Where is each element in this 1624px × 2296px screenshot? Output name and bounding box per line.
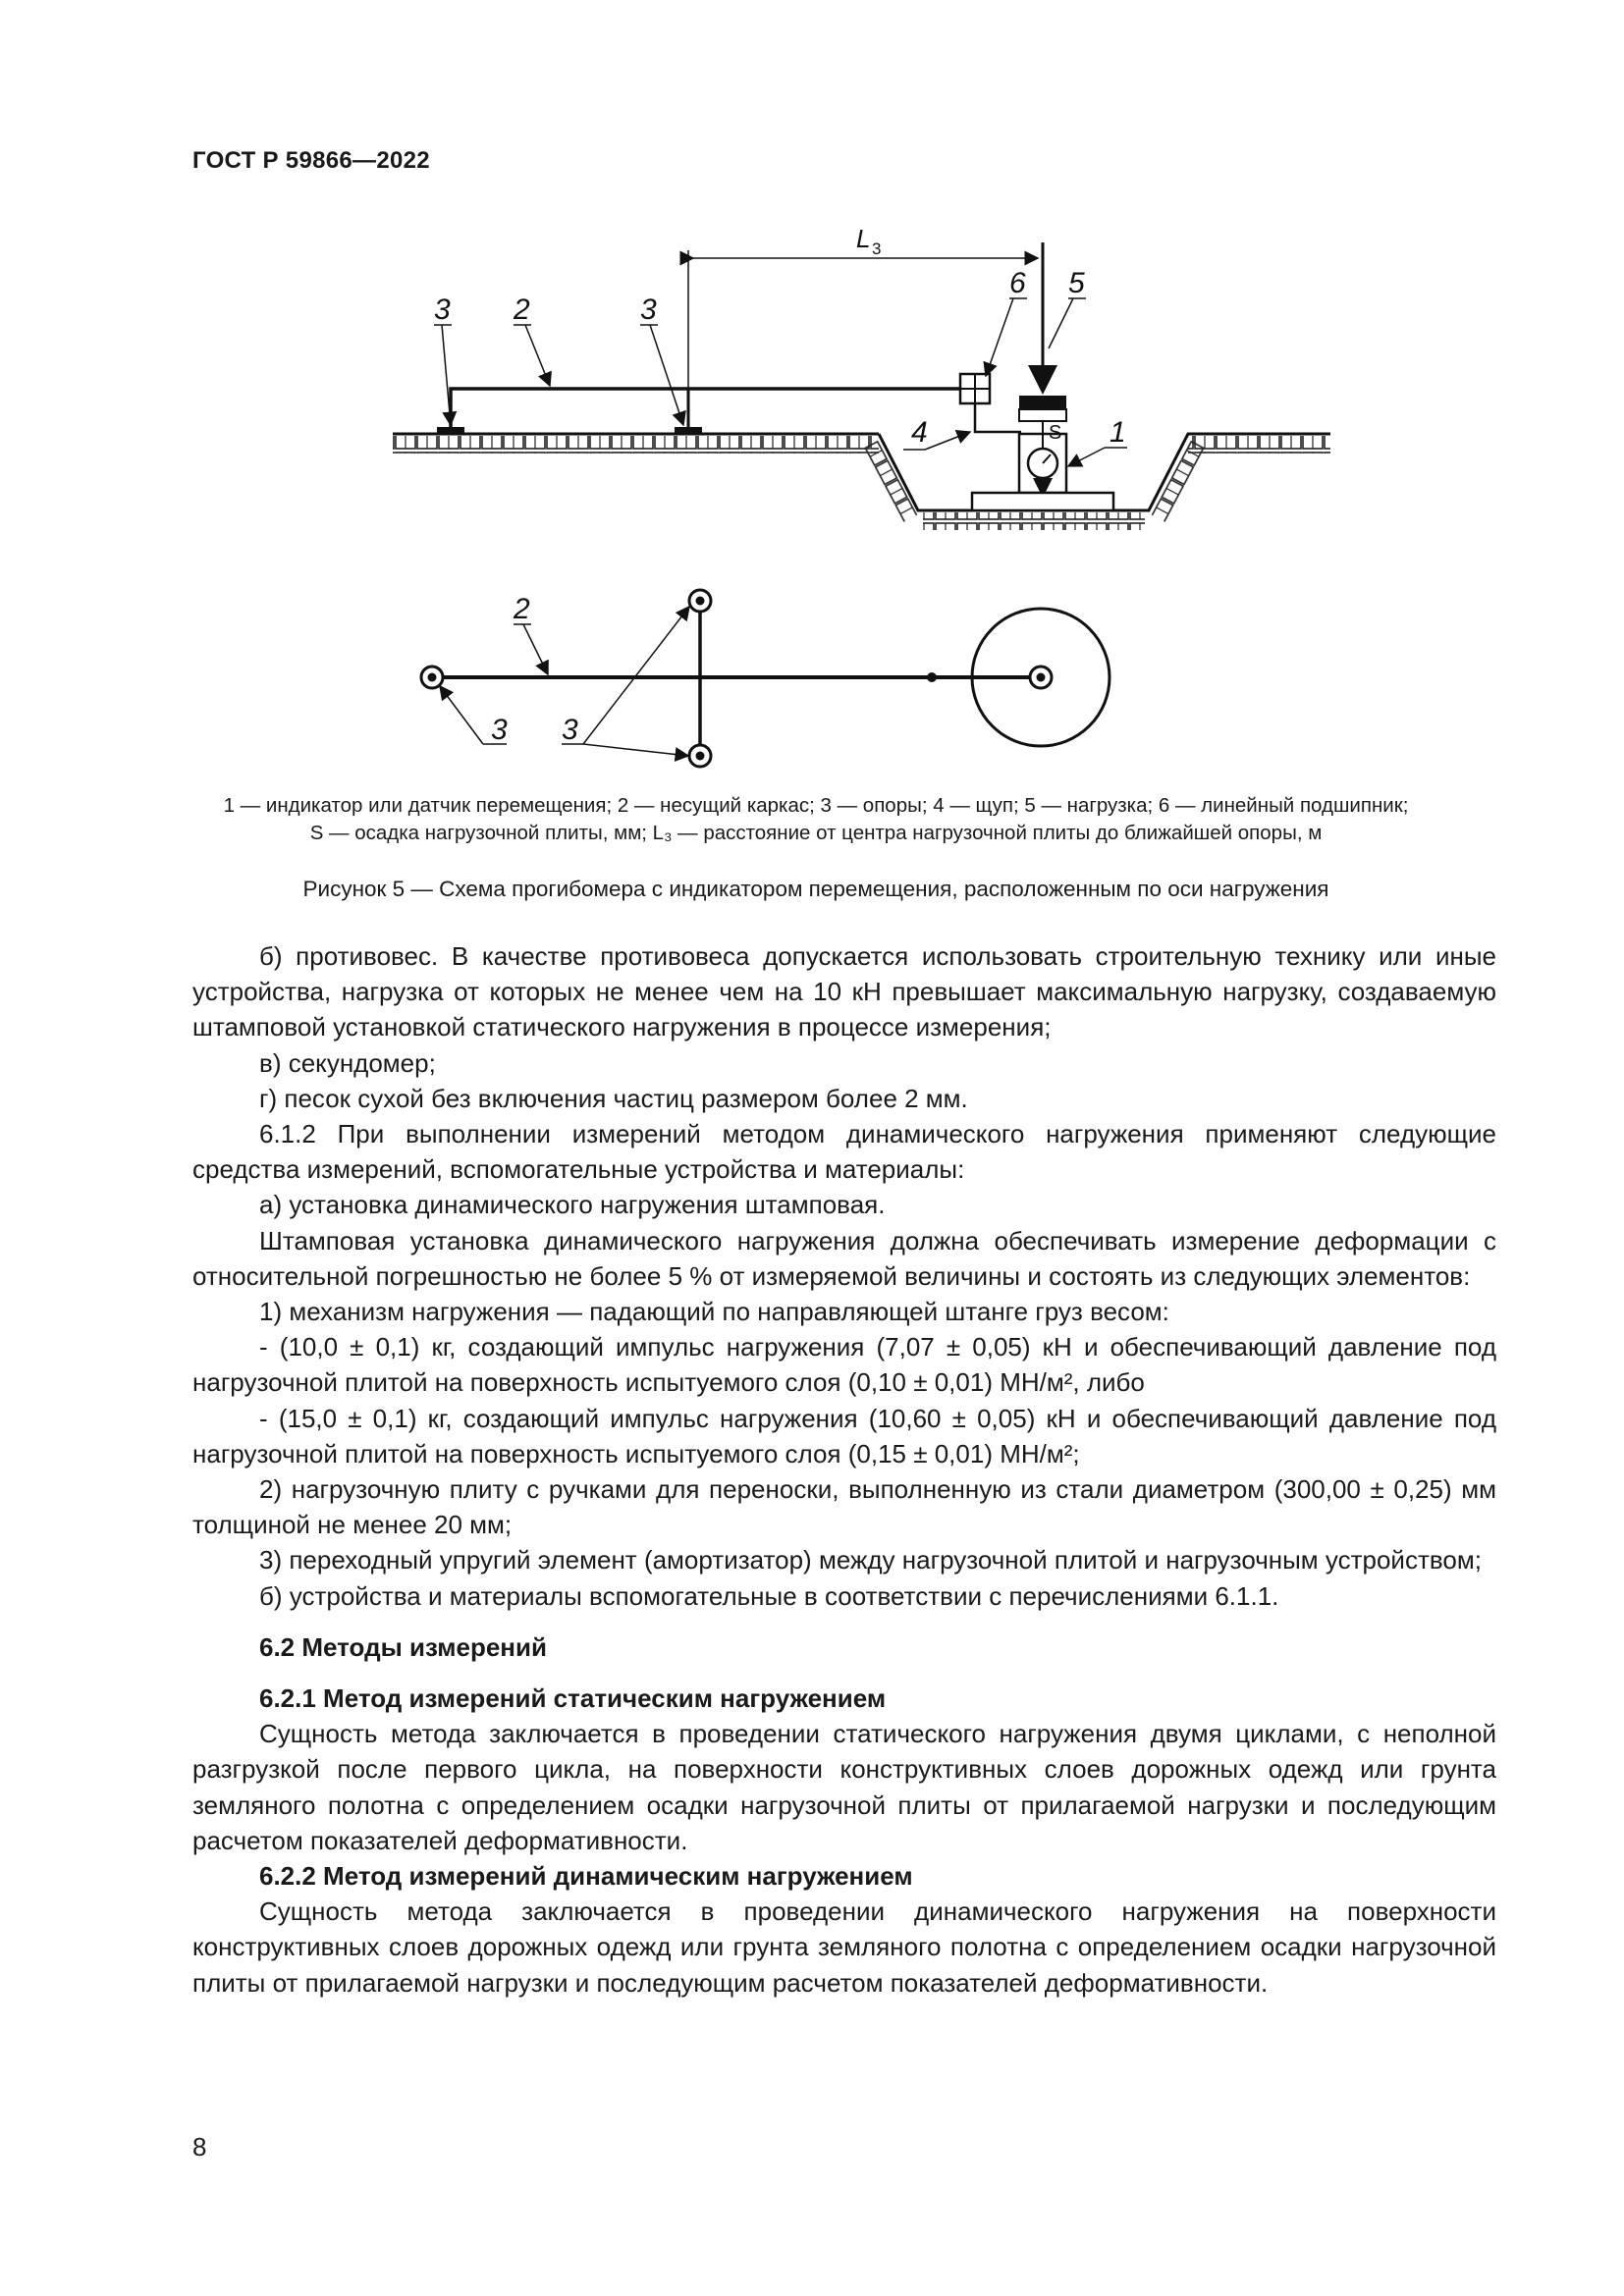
- paragraph: б) устройства и материалы вспомогательные в соответствии с перечислениями 6.1.1.: [259, 1580, 1279, 1611]
- probe: [975, 403, 1021, 432]
- load-plate: [972, 493, 1113, 510]
- paragraph: г) песок сухой без включения частиц размером более 2 мм.: [259, 1083, 968, 1113]
- document-body: [192, 938, 1496, 2001]
- callout-5: 5: [1068, 267, 1085, 299]
- paragraph: а) установка динамического нагружения штамповая.: [259, 1190, 886, 1220]
- paragraph: Сущность метода заключается в проведении статического нагружения двумя циклами, с неполной разгрузкой после первого цикла, на поверхности конструктивных слоев дорожных одежд или грунта земляного полотна с определением осадки нагрузочной плиты от прилагаемой нагрузки и последующим расчетом показателей деформативности.: [192, 1719, 1496, 1855]
- section-heading: 6.2 Методы измерений: [259, 1631, 547, 1662]
- paragraph: 3) переходный упругий элемент (амортизатор) между нагрузочной плитой и нагрузочным устройством;: [259, 1545, 1482, 1575]
- callout-4: 4: [911, 416, 928, 449]
- figure-caption: Рисунок 5 — Схема прогибомера с индикатором перемещения, расположенным по оси нагружения: [302, 877, 1329, 901]
- plan-view: [421, 590, 1110, 767]
- callout-2-top: 2: [514, 294, 530, 326]
- callout-1: 1: [1110, 416, 1126, 449]
- paragraph: 2) нагрузочную плиту с ручками для переноски, выполненную из стали диаметром (300,00 ± 0,25) мм толщиной не менее 20 мм;: [192, 1474, 1496, 1540]
- deflectometer-figure: [373, 221, 1335, 771]
- side-view: [393, 224, 1330, 530]
- page-number: 8: [192, 2132, 207, 2162]
- subsection-heading: 6.2.2 Метод измерений динамическим нагружением: [259, 1861, 913, 1892]
- dim-l3-label: L: [856, 224, 871, 253]
- figure-legend-line-2: S — осадка нагрузочной плиты, мм; L₃ — расстояние от центра нагрузочной плиты до ближайшей опоры, м: [309, 822, 1323, 844]
- paragraph: - (15,0 ± 0,1) кг, создающий импульс нагружения (10,60 ± 0,05) кН и обеспечивающий давление под нагрузочной плитой на поверхность испытуемого слоя (0,15 ± 0,01) МН/м²;: [192, 1403, 1496, 1468]
- callout-3-plan-right: 3: [562, 714, 578, 746]
- paragraph: б) противовес. В качестве противовеса допускается использовать строительную технику или иные устройства, нагрузка от которых не менее чем на 10 кН превышает максимальную нагрузку, создаваемую штамповой установкой статического нагружения в процессе измерения;: [192, 941, 1496, 1042]
- paragraph: Сущность метода заключается в проведении динамического нагружения на поверхности конструктивных слоев дорожных одежд или грунта земляного полотна с определением осадки нагрузочной плиты от прилагаемой нагрузки и последующим расчетом показателей деформативности.: [192, 1896, 1496, 1998]
- paragraph: 6.1.2 При выполнении измерений методом динамического нагружения применяют следующие средства измерений, вспомогательные устройства и материалы:: [192, 1119, 1496, 1185]
- load-weight: [1019, 396, 1066, 409]
- settlement-label: S: [1049, 422, 1062, 444]
- document-header: ГОСТ Р 59866—2022: [192, 147, 430, 174]
- paragraph: 1) механизм нагружения — падающий по направляющей штанге груз весом:: [259, 1297, 1169, 1327]
- subsection-heading: 6.2.1 Метод измерений статическим нагружением: [259, 1683, 887, 1714]
- ground-hatch: [393, 436, 879, 454]
- deflectometer-diagram: [373, 221, 1335, 771]
- paragraph: в) секундомер;: [259, 1047, 436, 1078]
- callout-3-left: 3: [434, 294, 451, 326]
- support-left: [437, 427, 464, 434]
- figure-legend-line-1: 1 — индикатор или датчик перемещения; 2 — несущий каркас; 3 — опоры; 4 — щуп; 5 — нагрузка; 6 — линейный подшипник;: [223, 794, 1409, 817]
- callout-3-plan-left: 3: [491, 714, 508, 746]
- callout-3-middle: 3: [640, 294, 657, 326]
- load-frame: [451, 389, 962, 427]
- dim-l3-subscript: 3: [872, 240, 882, 258]
- paragraph: Штамповая установка динамического нагружения должна обеспечивать измерение деформации с относительной погрешностью не более 5 % от измеряемой величины и состоять из следующих элементов:: [192, 1225, 1496, 1291]
- callout-6: 6: [1009, 267, 1026, 299]
- callout-2-plan: 2: [514, 593, 530, 625]
- paragraph: - (10,0 ± 0,1) кг, создающий импульс нагружения (7,07 ± 0,05) кН и обеспечивающий давление под нагрузочной плитой на поверхность испытуемого слоя (0,10 ± 0,01) МН/м², либо: [192, 1332, 1496, 1398]
- support-middle: [675, 427, 702, 434]
